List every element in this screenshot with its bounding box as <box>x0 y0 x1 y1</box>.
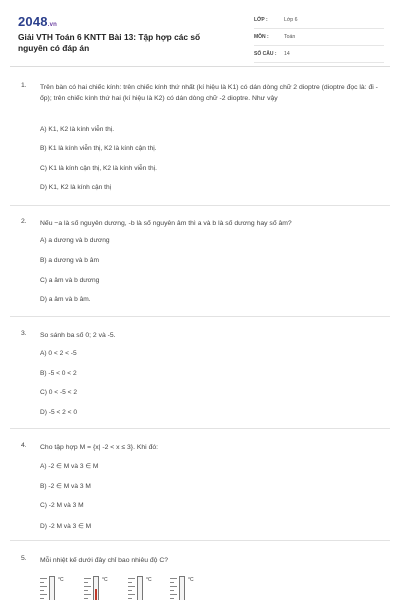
thermometer-tick <box>170 594 177 595</box>
option-a[interactable]: A) -2 ∈ M và 3 ∈ M <box>40 463 99 470</box>
question-divider <box>10 316 390 317</box>
thermometer-tick <box>128 582 132 583</box>
document-header <box>0 0 400 64</box>
thermometer-tick <box>40 598 44 599</box>
thermometer-tick <box>40 582 44 583</box>
option-d[interactable]: D) K1, K2 là kính cận thị <box>40 184 112 191</box>
thermometer-tube <box>137 576 143 600</box>
thermometer-tube <box>93 576 99 600</box>
question-number: 2. <box>21 218 27 225</box>
document-meta <box>254 14 384 65</box>
meta-value: Lớp 6 <box>284 17 298 23</box>
thermometer-scale <box>40 576 47 600</box>
thermometer-tick <box>170 586 177 587</box>
question-number: 1. <box>21 82 27 89</box>
thermometer-scale <box>170 576 177 600</box>
thermometer-tick <box>170 582 174 583</box>
meta-value: 14 <box>284 51 290 57</box>
thermometer-tick <box>128 594 135 595</box>
question-text: Cho tập hợp M = {x| -2 < x ≤ 3}. Khi đó: <box>40 444 159 451</box>
option-b[interactable]: B) -2 ∈ M và 3 M <box>40 483 91 490</box>
option-d[interactable]: D) a âm và b âm. <box>40 296 91 303</box>
thermometer-unit: °C <box>188 577 194 583</box>
thermometer-tick <box>84 578 91 579</box>
option-b[interactable]: B) -5 < 0 < 2 <box>40 370 77 377</box>
thermometer-tick <box>170 590 174 591</box>
thermometer-tick <box>84 594 91 595</box>
question-text: Trên bàn có hai chiếc kính: trên chiếc kính thứ nhất (kí hiệu là K1) có dán dòng chữ 2 dioptre (dioptre đọc là: đi - ốp); trên chiếc kính thứ hai (kí hiệu là K2) có dán dòng chữ -2 dioptre. Như vậy <box>40 84 378 102</box>
thermometer <box>128 576 156 600</box>
thermometer-tick <box>84 590 88 591</box>
thermometer-tick <box>128 586 135 587</box>
meta-row-class <box>254 14 384 29</box>
option-c[interactable]: C) -2 M và 3 M <box>40 502 84 509</box>
option-a[interactable]: A) K1, K2 là kính viễn thị. <box>40 126 115 133</box>
logo-tld: .vn <box>47 22 58 28</box>
thermometer-scale <box>84 576 91 600</box>
option-c[interactable]: C) 0 < -5 < 2 <box>40 389 78 396</box>
meta-row-count <box>254 48 384 63</box>
thermometer-row <box>40 576 200 600</box>
meta-value: Toán <box>284 34 296 40</box>
question-text: Mỗi nhiệt kế dưới đây chỉ bao nhiêu độ C? <box>40 557 169 564</box>
option-c[interactable]: C) a âm và b dương <box>40 277 100 284</box>
question-divider <box>10 205 390 206</box>
thermometer-tick <box>128 578 135 579</box>
option-a[interactable]: A) 0 < 2 < -5 <box>40 350 77 357</box>
question-divider <box>10 540 390 541</box>
option-c[interactable]: C) K1 là kính cận thị, K2 là kính viễn thị. <box>40 165 157 172</box>
thermometer-unit: °C <box>58 577 64 583</box>
thermometer-tick <box>84 586 91 587</box>
page-title: Giải VTH Toán 6 KNTT Bài 13: Tập hợp các số nguyên có đáp án <box>18 32 201 53</box>
thermometer <box>84 576 112 600</box>
question-number: 4. <box>21 442 27 449</box>
question-text: Nếu −a là số nguyên dương, -b là số nguyên âm thì a và b là số dương hay số âm? <box>40 220 292 227</box>
thermometer-unit: °C <box>146 577 152 583</box>
thermometer-tube <box>179 576 185 600</box>
meta-row-subject <box>254 31 384 46</box>
thermometer-scale <box>128 576 135 600</box>
logo-text: 2048 <box>18 14 48 29</box>
meta-key: SỐ CÂU : <box>254 51 277 57</box>
thermometer-fill <box>95 589 97 600</box>
question-text: So sánh ba số 0; 2 và -5. <box>40 332 116 339</box>
site-logo[interactable] <box>18 14 57 29</box>
thermometer-tick <box>40 578 47 579</box>
thermometer-unit: °C <box>102 577 108 583</box>
question-number: 3. <box>21 330 27 337</box>
option-a[interactable]: A) a dương và b dương <box>40 237 110 244</box>
question-number: 5. <box>21 555 27 562</box>
option-b[interactable]: B) K1 là kính viễn thị, K2 là kính cận thị. <box>40 145 157 152</box>
thermometer <box>170 576 198 600</box>
option-d[interactable]: D) -5 < 2 < 0 <box>40 409 78 416</box>
header-divider <box>10 66 390 67</box>
option-b[interactable]: B) a dương và b âm <box>40 257 99 264</box>
thermometer-tick <box>40 594 47 595</box>
question-divider <box>10 428 390 429</box>
thermometer-tick <box>128 598 132 599</box>
thermometer-tick <box>40 586 47 587</box>
thermometer-tick <box>40 590 44 591</box>
meta-key: MÔN : <box>254 34 269 40</box>
thermometer-tick <box>84 598 88 599</box>
thermometer-tube <box>49 576 55 600</box>
thermometer-tick <box>128 590 132 591</box>
thermometer-tick <box>84 582 88 583</box>
thermometer-tick <box>170 578 177 579</box>
thermometer <box>40 576 68 600</box>
thermometer-tick <box>170 598 174 599</box>
option-d[interactable]: D) -2 M và 3 ∈ M <box>40 523 92 530</box>
meta-key: LỚP : <box>254 17 268 23</box>
